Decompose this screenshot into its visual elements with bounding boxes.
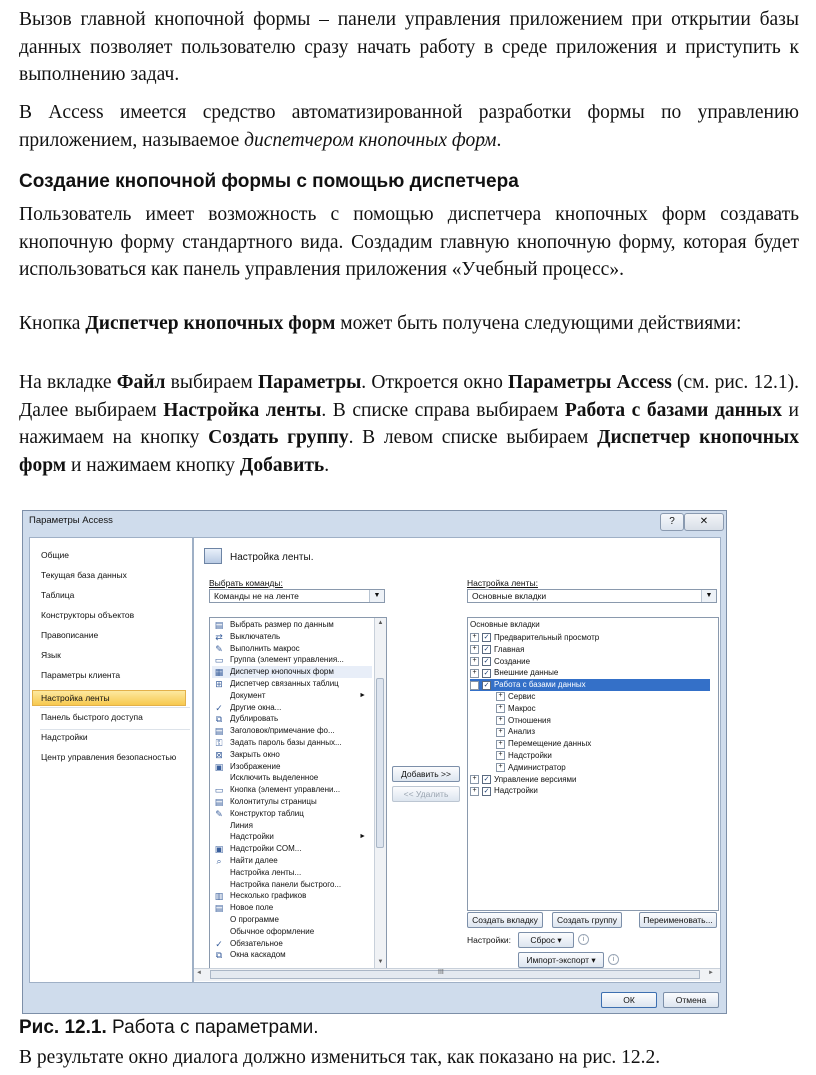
- ok-button[interactable]: ОК: [601, 992, 657, 1008]
- command-label: Заголовок/примечание фо...: [230, 726, 335, 736]
- rename-button[interactable]: Переименовать...: [639, 912, 717, 928]
- nav-item[interactable]: Текущая база данных: [41, 570, 127, 580]
- expand-icon[interactable]: +: [496, 728, 505, 737]
- hscroll-grip: III: [438, 969, 444, 976]
- steps-text: выбираем: [165, 372, 258, 393]
- command-label: Выключатель: [230, 631, 281, 641]
- nav-separator: [40, 707, 190, 708]
- steps-term: Параметры Access: [508, 372, 672, 393]
- nav-item[interactable]: Язык: [41, 650, 61, 660]
- hscroll-thumb[interactable]: [210, 970, 700, 979]
- nav-item[interactable]: Правописание: [41, 630, 99, 640]
- command-item[interactable]: [212, 690, 372, 702]
- caption-number: Рис. 12.1.: [19, 1017, 107, 1038]
- settings-label: Настройки:: [467, 935, 512, 945]
- figure-caption: [19, 1017, 319, 1039]
- access-options-dialog: [22, 510, 727, 1014]
- charts-icon: ▥: [214, 891, 224, 902]
- switchboard-manager-term: диспетчером кнопочных форм: [244, 129, 497, 151]
- command-item[interactable]: [212, 772, 372, 784]
- steps-text: (см. рис. 12.1). Далее выбираем: [19, 372, 799, 421]
- scroll-down-icon[interactable]: ▼: [377, 959, 384, 965]
- tree-item[interactable]: [470, 632, 599, 644]
- button-text-c: может быть получена следующими действиями:: [335, 313, 742, 334]
- scroll-left-icon[interactable]: ◄: [196, 970, 202, 976]
- command-item[interactable]: [212, 890, 372, 902]
- info-icon: i: [578, 934, 589, 945]
- command-label: Настройка ленты...: [230, 867, 302, 877]
- find-next-icon: ⌕: [216, 856, 222, 866]
- steps-term: Добавить: [239, 454, 325, 476]
- caption-text: Работа с параметрами.: [106, 1017, 319, 1038]
- cancel-button[interactable]: Отмена: [663, 992, 719, 1008]
- pane-title: Настройка ленты.: [230, 552, 314, 563]
- customize-ribbon-select[interactable]: [467, 589, 717, 603]
- collapse-icon[interactable]: −: [470, 681, 479, 690]
- scroll-up-icon[interactable]: ▲: [377, 620, 384, 626]
- button-text-a: Кнопка: [19, 313, 86, 334]
- tree-item[interactable]: [470, 785, 538, 797]
- blank-icon: [214, 832, 224, 842]
- resize-icon: ▤: [214, 620, 224, 630]
- checkbox-icon[interactable]: ✓: [483, 775, 490, 783]
- command-label: Колонтитулы страницы: [230, 797, 317, 806]
- add-button[interactable]: Добавить >>: [392, 766, 460, 782]
- group-icon: ▭: [214, 655, 224, 666]
- command-label: Диспетчер кнопочных форм: [230, 667, 334, 677]
- nav-item[interactable]: Центр управления безопасностью: [41, 752, 177, 762]
- command-item[interactable]: [212, 654, 372, 666]
- command-label: Линия: [230, 820, 253, 830]
- blank-icon: [214, 880, 224, 890]
- nav-item[interactable]: Надстройки: [41, 732, 88, 742]
- import-export-button[interactable]: Импорт-экспорт ▾: [518, 952, 604, 968]
- customize-ribbon-value: Основные вкладки: [472, 591, 547, 601]
- dialog-title: Параметры Access: [29, 515, 113, 526]
- command-item[interactable]: [212, 914, 372, 926]
- command-label: О программе: [230, 915, 279, 924]
- blank-icon: [214, 927, 224, 937]
- command-item[interactable]: [212, 855, 372, 867]
- checkbox-icon[interactable]: ✓: [483, 646, 490, 654]
- command-label: Надстройки COM...: [230, 844, 302, 854]
- duplicate-icon: ⧉: [215, 714, 223, 725]
- command-label: Другие окна...: [230, 702, 282, 712]
- blank-icon: [214, 691, 224, 701]
- button-paragraph: [19, 310, 799, 338]
- tree-item[interactable]: [496, 738, 591, 750]
- steps-text: .: [324, 454, 330, 476]
- steps-term: Файл: [116, 372, 166, 393]
- expand-icon[interactable]: +: [496, 763, 505, 772]
- nav-item[interactable]: Конструкторы объектов: [41, 610, 135, 620]
- command-label: Несколько графиков: [230, 891, 307, 901]
- check-icon: ✓: [215, 702, 223, 713]
- command-label: Найти далее: [230, 856, 278, 865]
- command-item[interactable]: [212, 749, 372, 761]
- steps-text: На вкладке: [19, 372, 117, 393]
- tree-label: Управление версиями: [494, 774, 577, 784]
- submenu-arrow-icon: ►: [359, 691, 366, 699]
- command-label: Диспетчер связанных таблиц: [230, 679, 339, 688]
- access-paragraph: [19, 99, 799, 154]
- info-icon: i: [608, 954, 619, 965]
- password-icon: ⚿: [215, 738, 223, 748]
- command-label: Надстройки: [230, 832, 274, 842]
- tree-item[interactable]: [496, 750, 552, 762]
- user-paragraph: Пользователь имеет возможность с помощью диспетчера кнопочных форм создавать кнопочную форму стандартного вида. Создадим главную кнопочную форму, которая будет использоваться как панель управления приложения «Учебный процесс».: [19, 204, 799, 280]
- command-item[interactable]: [212, 808, 372, 820]
- blank-icon: [214, 868, 224, 878]
- checkbox-icon[interactable]: ✓: [483, 681, 490, 689]
- tree-item[interactable]: [470, 679, 710, 691]
- command-item[interactable]: [212, 702, 372, 714]
- command-label: Задать пароль базы данных...: [230, 738, 342, 747]
- tree-label: Макрос: [508, 703, 536, 713]
- command-item[interactable]: [212, 949, 372, 961]
- tree-label: Отношения: [508, 715, 551, 725]
- command-label: Настройка панели быстрого...: [230, 879, 342, 889]
- tree-item[interactable]: [470, 667, 558, 679]
- dropdown-arrow-icon: ▼: [701, 590, 716, 602]
- customize-ribbon-label: Настройка ленты:: [467, 578, 538, 588]
- expand-icon[interactable]: +: [470, 633, 479, 642]
- blank-icon: [214, 773, 224, 783]
- expand-icon[interactable]: +: [470, 645, 479, 654]
- command-item[interactable]: [212, 737, 372, 749]
- tree-item[interactable]: [470, 644, 524, 656]
- tree-item[interactable]: [496, 726, 535, 738]
- command-label: Выполнить макрос: [230, 643, 300, 653]
- help-button[interactable]: ?: [660, 513, 684, 531]
- commands-scrollbar[interactable]: [374, 618, 386, 968]
- switchboard-icon: ▦: [214, 667, 224, 678]
- steps-text: . В списке справа выбираем: [321, 399, 565, 421]
- ribbon-settings-pane: [193, 537, 721, 983]
- tree-item[interactable]: [496, 762, 566, 774]
- create-tab-button[interactable]: Создать вкладку: [467, 912, 543, 928]
- nav-item[interactable]: Параметры клиента: [41, 670, 121, 680]
- steps-term: Настройка ленты: [163, 399, 322, 421]
- command-label: Исключить выделенное: [230, 773, 319, 783]
- access-text-c: .: [496, 129, 502, 151]
- switch-icon: ⇄: [215, 631, 223, 642]
- steps-term: Параметры: [257, 372, 362, 393]
- horizontal-scrollbar[interactable]: [194, 968, 720, 981]
- close-window-icon: ⊠: [215, 749, 223, 760]
- tree-label: Внешние данные: [494, 668, 559, 678]
- access-text-a: В Access имеется средство автоматизированной разработки формы по управлению приложением, называемое: [19, 102, 799, 151]
- result-paragraph: В результате окно диалога должно измениться так, как показано на рис. 12.2.: [19, 1047, 661, 1068]
- command-item[interactable]: [212, 643, 372, 655]
- nav-item[interactable]: Настройка ленты: [32, 690, 186, 706]
- choose-commands-value: Команды не на ленте: [214, 591, 299, 601]
- command-label: Новое поле: [230, 903, 274, 913]
- header-icon: ▤: [214, 726, 224, 737]
- button-icon: ▭: [214, 785, 224, 796]
- tree-item[interactable]: [496, 703, 536, 715]
- command-item[interactable]: [212, 666, 372, 678]
- command-label: Дублировать: [230, 714, 279, 724]
- header-footer-icon: ▤: [214, 797, 224, 807]
- steps-text: . Откроется окно: [361, 372, 509, 393]
- reset-button[interactable]: Сброс ▾: [518, 932, 574, 948]
- steps-term: Диспетчер кнопочных форм: [19, 427, 800, 476]
- command-item[interactable]: [212, 831, 372, 843]
- blank-icon: [214, 915, 224, 925]
- expand-icon[interactable]: +: [470, 787, 479, 796]
- tree-item[interactable]: [470, 774, 577, 786]
- checkbox-icon[interactable]: ✓: [483, 669, 490, 677]
- steps-paragraph: [19, 369, 799, 479]
- command-label: Документ: [230, 690, 266, 700]
- command-item[interactable]: [212, 879, 372, 891]
- command-label: Окна каскадом: [230, 950, 286, 960]
- expand-icon[interactable]: +: [496, 716, 505, 725]
- cascade-icon: ⧉: [215, 950, 223, 961]
- scroll-right-icon[interactable]: ►: [708, 970, 714, 976]
- command-label: Закрыть окно: [230, 749, 280, 759]
- command-label: Обязательное: [230, 938, 283, 948]
- table-wizard-icon: ✎: [215, 808, 223, 819]
- command-item[interactable]: [212, 761, 372, 773]
- tree-label: Работа с базами данных: [494, 680, 586, 690]
- tree-label: Администратор: [508, 762, 566, 772]
- tree-label: Надстройки: [494, 786, 538, 796]
- nav-item[interactable]: Общие: [41, 550, 69, 560]
- steps-term: Работа с базами данных: [564, 399, 783, 421]
- expand-icon[interactable]: +: [496, 751, 505, 760]
- expand-icon[interactable]: +: [496, 740, 505, 749]
- checkbox-icon[interactable]: ✓: [483, 657, 490, 665]
- close-button[interactable]: ✕: [684, 513, 724, 531]
- command-item[interactable]: [212, 902, 372, 914]
- command-label: Группа (элемент управления...: [230, 655, 344, 665]
- choose-commands-select[interactable]: [209, 589, 385, 603]
- tree-item[interactable]: [496, 691, 535, 703]
- command-label: Выбрать размер по данным: [230, 620, 334, 629]
- steps-term: Создать группу: [208, 427, 349, 448]
- checkbox-icon[interactable]: ✓: [483, 634, 490, 642]
- button-term: Диспетчер кнопочных форм: [85, 313, 336, 334]
- steps-text: и нажимаем кнопку: [66, 454, 240, 476]
- expand-icon[interactable]: +: [470, 775, 479, 784]
- tree-label: Создание: [494, 656, 531, 666]
- com-icon: ▣: [214, 844, 224, 855]
- remove-button[interactable]: << Удалить: [392, 786, 460, 802]
- intro-paragraph: Вызов главной кнопочной формы – панели управления приложением при открытии базы данных позволяет пользователю сразу начать работу в среде приложения и приступить к выполнению задач.: [19, 9, 799, 85]
- command-item[interactable]: [212, 619, 372, 631]
- scroll-thumb[interactable]: [376, 678, 384, 848]
- ribbon-tabs-tree[interactable]: [467, 617, 719, 911]
- command-item[interactable]: [212, 926, 372, 938]
- create-group-button[interactable]: Создать группу: [552, 912, 622, 928]
- command-item[interactable]: [212, 938, 372, 950]
- command-label: Изображение: [230, 761, 281, 771]
- dropdown-arrow-icon: ▼: [369, 590, 384, 602]
- section-heading: Создание кнопочной формы с помощью диспетчера: [19, 171, 519, 192]
- steps-text: и нажимаем на кнопку: [19, 399, 799, 448]
- image-icon: ▣: [214, 761, 224, 772]
- command-item[interactable]: [212, 631, 372, 643]
- command-item[interactable]: [212, 725, 372, 737]
- macro-icon: ✎: [215, 643, 223, 654]
- nav-item[interactable]: Таблица: [41, 590, 75, 600]
- command-item[interactable]: [212, 713, 372, 725]
- tree-label: Надстройки: [508, 751, 552, 760]
- expand-icon[interactable]: +: [470, 669, 479, 678]
- expand-icon[interactable]: +: [496, 692, 505, 701]
- relations-icon: ⊞: [215, 679, 223, 689]
- tree-item[interactable]: [496, 715, 551, 727]
- blank-icon: [214, 821, 224, 831]
- command-item[interactable]: [212, 784, 372, 796]
- command-item[interactable]: [212, 843, 372, 855]
- tree-header: Основные вкладки: [470, 620, 540, 629]
- tree-label: Предварительный просмотр: [494, 633, 600, 642]
- command-label: Конструктор таблиц: [230, 808, 304, 818]
- expand-icon[interactable]: +: [496, 704, 505, 713]
- nav-item[interactable]: Панель быстрого доступа: [41, 712, 143, 722]
- check-icon: ✓: [215, 938, 223, 949]
- ribbon-settings-icon: [204, 548, 222, 564]
- tree-label: Главная: [494, 644, 525, 654]
- steps-text: . В левом списке выбираем: [348, 427, 598, 448]
- checkbox-icon[interactable]: ✓: [483, 787, 490, 795]
- submenu-arrow-icon: ►: [359, 833, 366, 841]
- tree-label: Сервис: [508, 692, 536, 701]
- command-label: Обычное оформление: [230, 926, 315, 936]
- command-item[interactable]: [212, 678, 372, 690]
- tree-item[interactable]: [470, 656, 530, 668]
- expand-icon[interactable]: +: [470, 657, 479, 666]
- command-item[interactable]: [212, 867, 372, 879]
- tree-label: Перемещение данных: [508, 739, 592, 749]
- nav-separator: [40, 729, 190, 730]
- command-label: Кнопка (элемент управлени...: [230, 785, 341, 795]
- command-item[interactable]: [212, 820, 372, 832]
- options-navigation: [29, 537, 193, 983]
- command-item[interactable]: [212, 796, 372, 808]
- choose-commands-label: Выбрать команды:: [209, 578, 283, 588]
- tree-label: Анализ: [508, 727, 536, 737]
- commands-list[interactable]: [209, 617, 387, 969]
- new-field-icon: ▤: [214, 903, 224, 914]
